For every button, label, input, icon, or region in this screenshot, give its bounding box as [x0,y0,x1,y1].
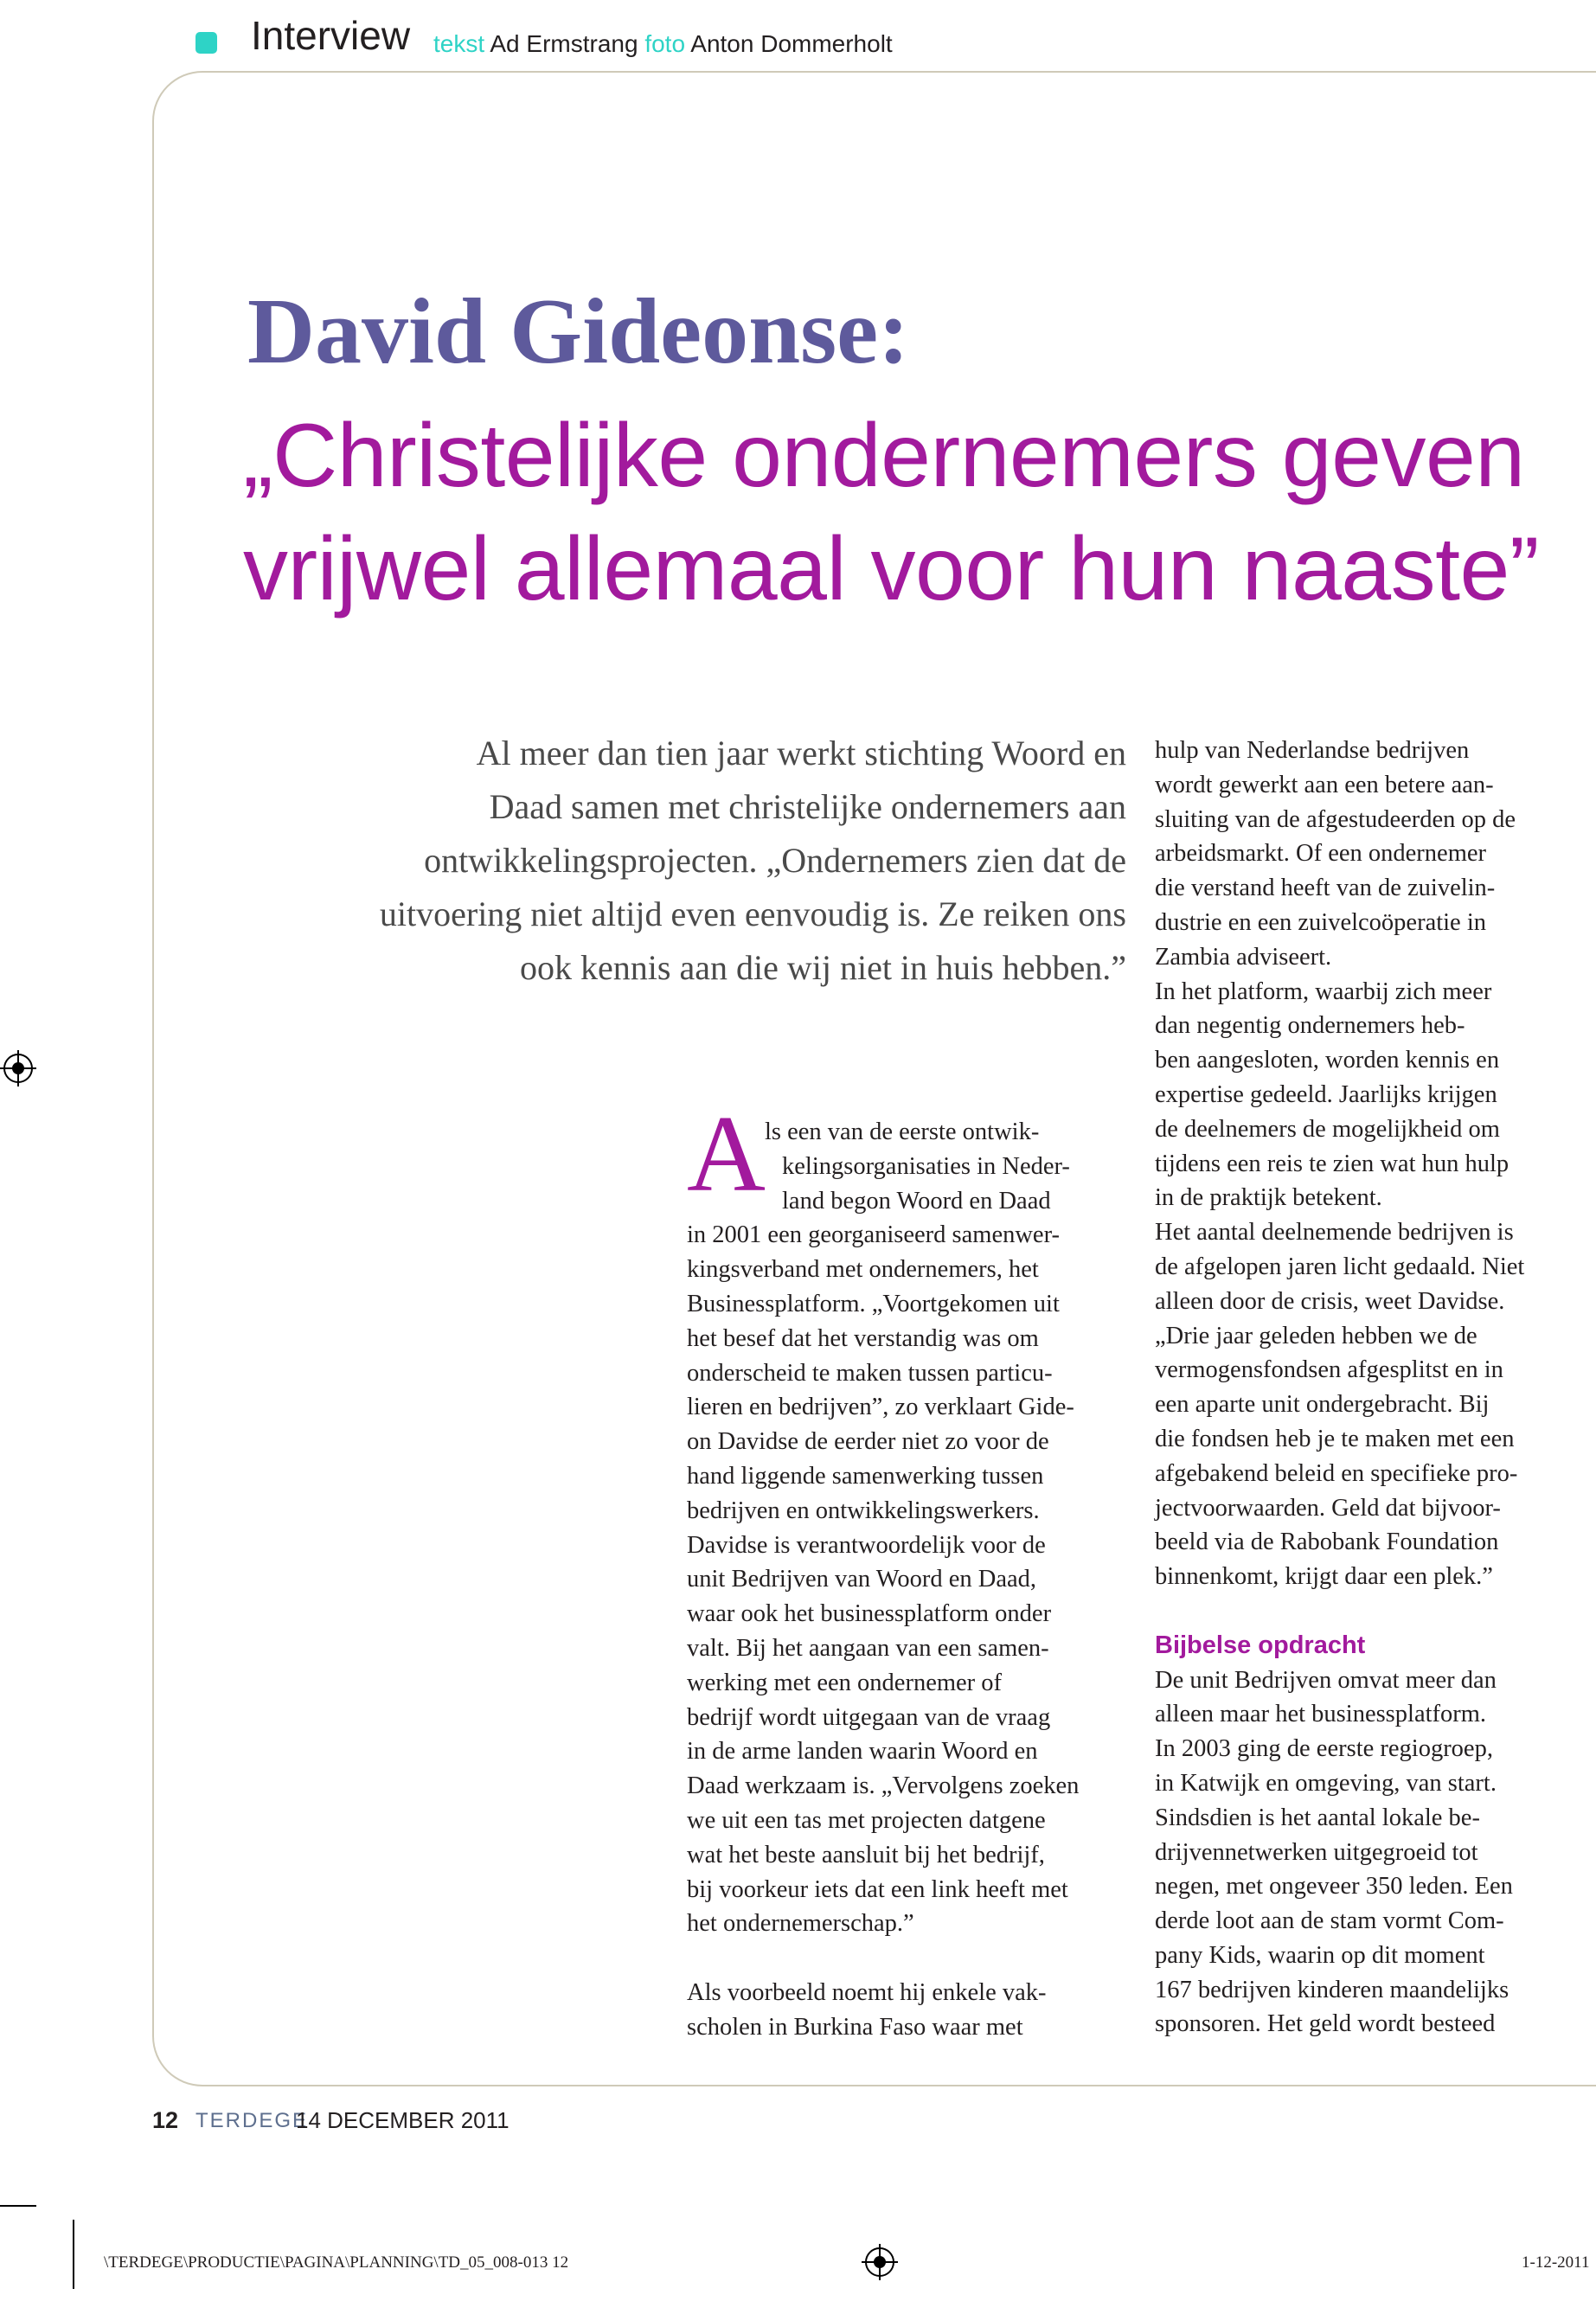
body-line: waar ook het businessplatform onder [687,1600,1052,1628]
body-line: In het platform, waarbij zich meer [1155,977,1492,1005]
body-line: beeld via de Rabobank Foundation [1155,1529,1499,1556]
body-line: afgebakend beleid en specifieke pro- [1155,1459,1518,1487]
body-line: in de arme landen waarin Woord en [687,1738,1038,1766]
body-line: het besef dat het verstandig was om [687,1324,1039,1352]
body-line: Davidse is verantwoordelijk voor de [687,1531,1046,1559]
body-line: die verstand heeft van de zuivelin- [1155,875,1496,902]
body-line: hulp van Nederlandse bedrijven [1155,737,1470,764]
body-line: Daad werkzaam is. „Vervolgens zoeken [687,1772,1080,1800]
subheading: Bijbelse opdracht [1155,1631,1366,1659]
page-number: 12 [152,2107,179,2133]
body-line: vermogensfondsen afgesplitst en in [1155,1356,1503,1384]
body-line: we uit een tas met projecten datgene [687,1806,1046,1834]
body-line: de deelnemers de mogelijkheid om [1155,1115,1500,1143]
body-line: wordt gewerkt aan een betere aan- [1155,771,1494,798]
body-line: jectvoorwaarden. Geld dat bijvoor- [1155,1494,1501,1522]
body-line: pany Kids, waarin op dit moment [1155,1941,1485,1969]
body-line [687,1941,1137,1976]
body-line: onderscheid te maken tussen particu- [687,1359,1053,1387]
body-line: alleen door de crisis, weet Davidse. [1155,1287,1505,1315]
body-line: Businessplatform. „Voortgekomen uit [687,1290,1060,1317]
intro-line: ontwikkelingsprojecten. „Ondernemers zien dat de [424,841,1126,880]
section-marker-icon [195,32,217,54]
body-line: alleen maar het businessplatform. [1155,1701,1487,1728]
body-line: ls een van de eerste ontwik- [765,1118,1040,1145]
body-line: 167 bedrijven kinderen maandelijks [1155,1976,1509,2003]
body-line: Het aantal deelnemende bedrijven is [1155,1219,1514,1247]
body-line: expertise gedeeld. Jaarlijks krijgen [1155,1080,1497,1108]
body-line: De unit Bedrijven omvat meer dan [1155,1666,1497,1694]
issue-date: 14 DECEMBER 2011 [296,2107,510,2133]
registration-mark-icon [3,1054,33,1083]
body-column-middle [687,1115,1137,2045]
body-line: hand liggende samenwerking tussen [687,1462,1044,1490]
magazine-name: TERDEGE [195,2109,309,2132]
intro-line: uitvoering niet altijd even eenvoudig is. Ze reiken ons [379,894,1126,933]
body-line: scholen in Burkina Faso waar met [687,2013,1023,2041]
body-line: sluiting van de afgestudeerden op de [1155,805,1516,833]
body-line: kelingsorganisaties in Neder- [782,1152,1070,1180]
body-line: de afgelopen jaren licht gedaald. Niet [1155,1253,1525,1280]
crop-mark [73,2220,74,2289]
body-line: unit Bedrijven van Woord en Daad, [687,1566,1036,1593]
body-line: Als voorbeeld noemt hij enkele vak- [687,1978,1047,2006]
body-line: het ondernemerschap.” [687,1910,914,1938]
body-line: die fondsen heb je te maken met een [1155,1425,1515,1452]
byline [433,29,893,59]
body-line: lieren en bedrijven”, zo verklaart Gide- [687,1394,1074,1421]
body-line: kingsverband met ondernemers, het [687,1256,1039,1284]
headline-quote-line-1: „Christelijke ondernemers geven [243,406,1525,506]
section-label: Interview [251,13,411,58]
byline-text-role: tekst [433,30,485,57]
intro-line: Al meer dan tien jaar werkt stichting Woord en [476,734,1126,772]
body-line: een aparte unit ondergebracht. Bij [1155,1391,1490,1419]
body-line: Sindsdien is het aantal lokale be- [1155,1804,1480,1831]
body-line: bedrijven en ontwikkelingswerkers. [687,1497,1040,1524]
body-line: bedrijf wordt uitgegaan van de vraag [687,1703,1051,1731]
body-line: ben aangesloten, worden kennis en [1155,1047,1500,1074]
spacer [1155,1594,1596,1629]
body-line: in 2001 een georganiseerd samenwer- [687,1221,1060,1249]
body-line: Zambia adviseert. [1155,943,1332,971]
body-line: derde loot aan de stam vormt Com- [1155,1907,1504,1935]
body-line: wat het beste aansluit bij het bedrijf, [687,1841,1045,1868]
registration-mark-icon [865,2247,894,2277]
body-line: drijvennetwerken uitgegroeid tot [1155,1838,1478,1866]
body-line: bij voorkeur iets dat een link heeft met [687,1875,1068,1903]
print-slug-path: \TERDEGE\PRODUCTIE\PAGINA\PLANNING\TD_05_008-013 12 [104,2253,569,2272]
print-slug-date: 1-12-2011 [1522,2253,1590,2272]
body-line: in Katwijk en omgeving, van start. [1155,1769,1497,1797]
byline-author: Ad Ermstrang [490,30,638,57]
body-line: in de praktijk betekent. [1155,1184,1382,1212]
body-line: In 2003 ging de eerste regiogroep, [1155,1735,1493,1763]
body-column-right [1155,734,1596,2041]
intro-line: Daad samen met christelijke ondernemers aan [489,787,1126,826]
drop-cap: A [687,1094,766,1215]
crop-mark [0,2205,36,2207]
body-line: tijdens een reis te zien wat hun hulp [1155,1150,1509,1177]
body-line: valt. Bij het aangaan van een samen- [687,1634,1049,1662]
byline-photo-role: foto [644,30,686,57]
intro-line: ook kennis aan die wij niet in huis hebben.” [520,948,1126,987]
body-line: dustrie en een zuivelcoöperatie in [1155,908,1486,936]
body-line: werking met een ondernemer of [687,1669,1003,1696]
body-line: „Drie jaar geleden hebben we de [1155,1322,1477,1349]
byline-photographer: Anton Dommerholt [690,30,893,57]
body-line: negen, met ongeveer 350 leden. Een [1155,1873,1513,1900]
body-line: on Davidse de eerder niet zo voor de [687,1428,1049,1456]
headline-name: David Gideonse: [247,280,910,383]
intro-lead [294,727,1126,995]
body-line: sponsoren. Het geld wordt besteed [1155,2010,1496,2038]
body-line: binnenkomt, krijgt daar een plek.” [1155,1563,1493,1591]
body-line: land begon Woord en Daad [782,1187,1051,1215]
headline-quote-line-2: vrijwel allemaal voor hun naaste” [243,519,1539,619]
body-line: dan negentig ondernemers heb- [1155,1012,1465,1040]
body-line: arbeidsmarkt. Of een ondernemer [1155,840,1486,868]
